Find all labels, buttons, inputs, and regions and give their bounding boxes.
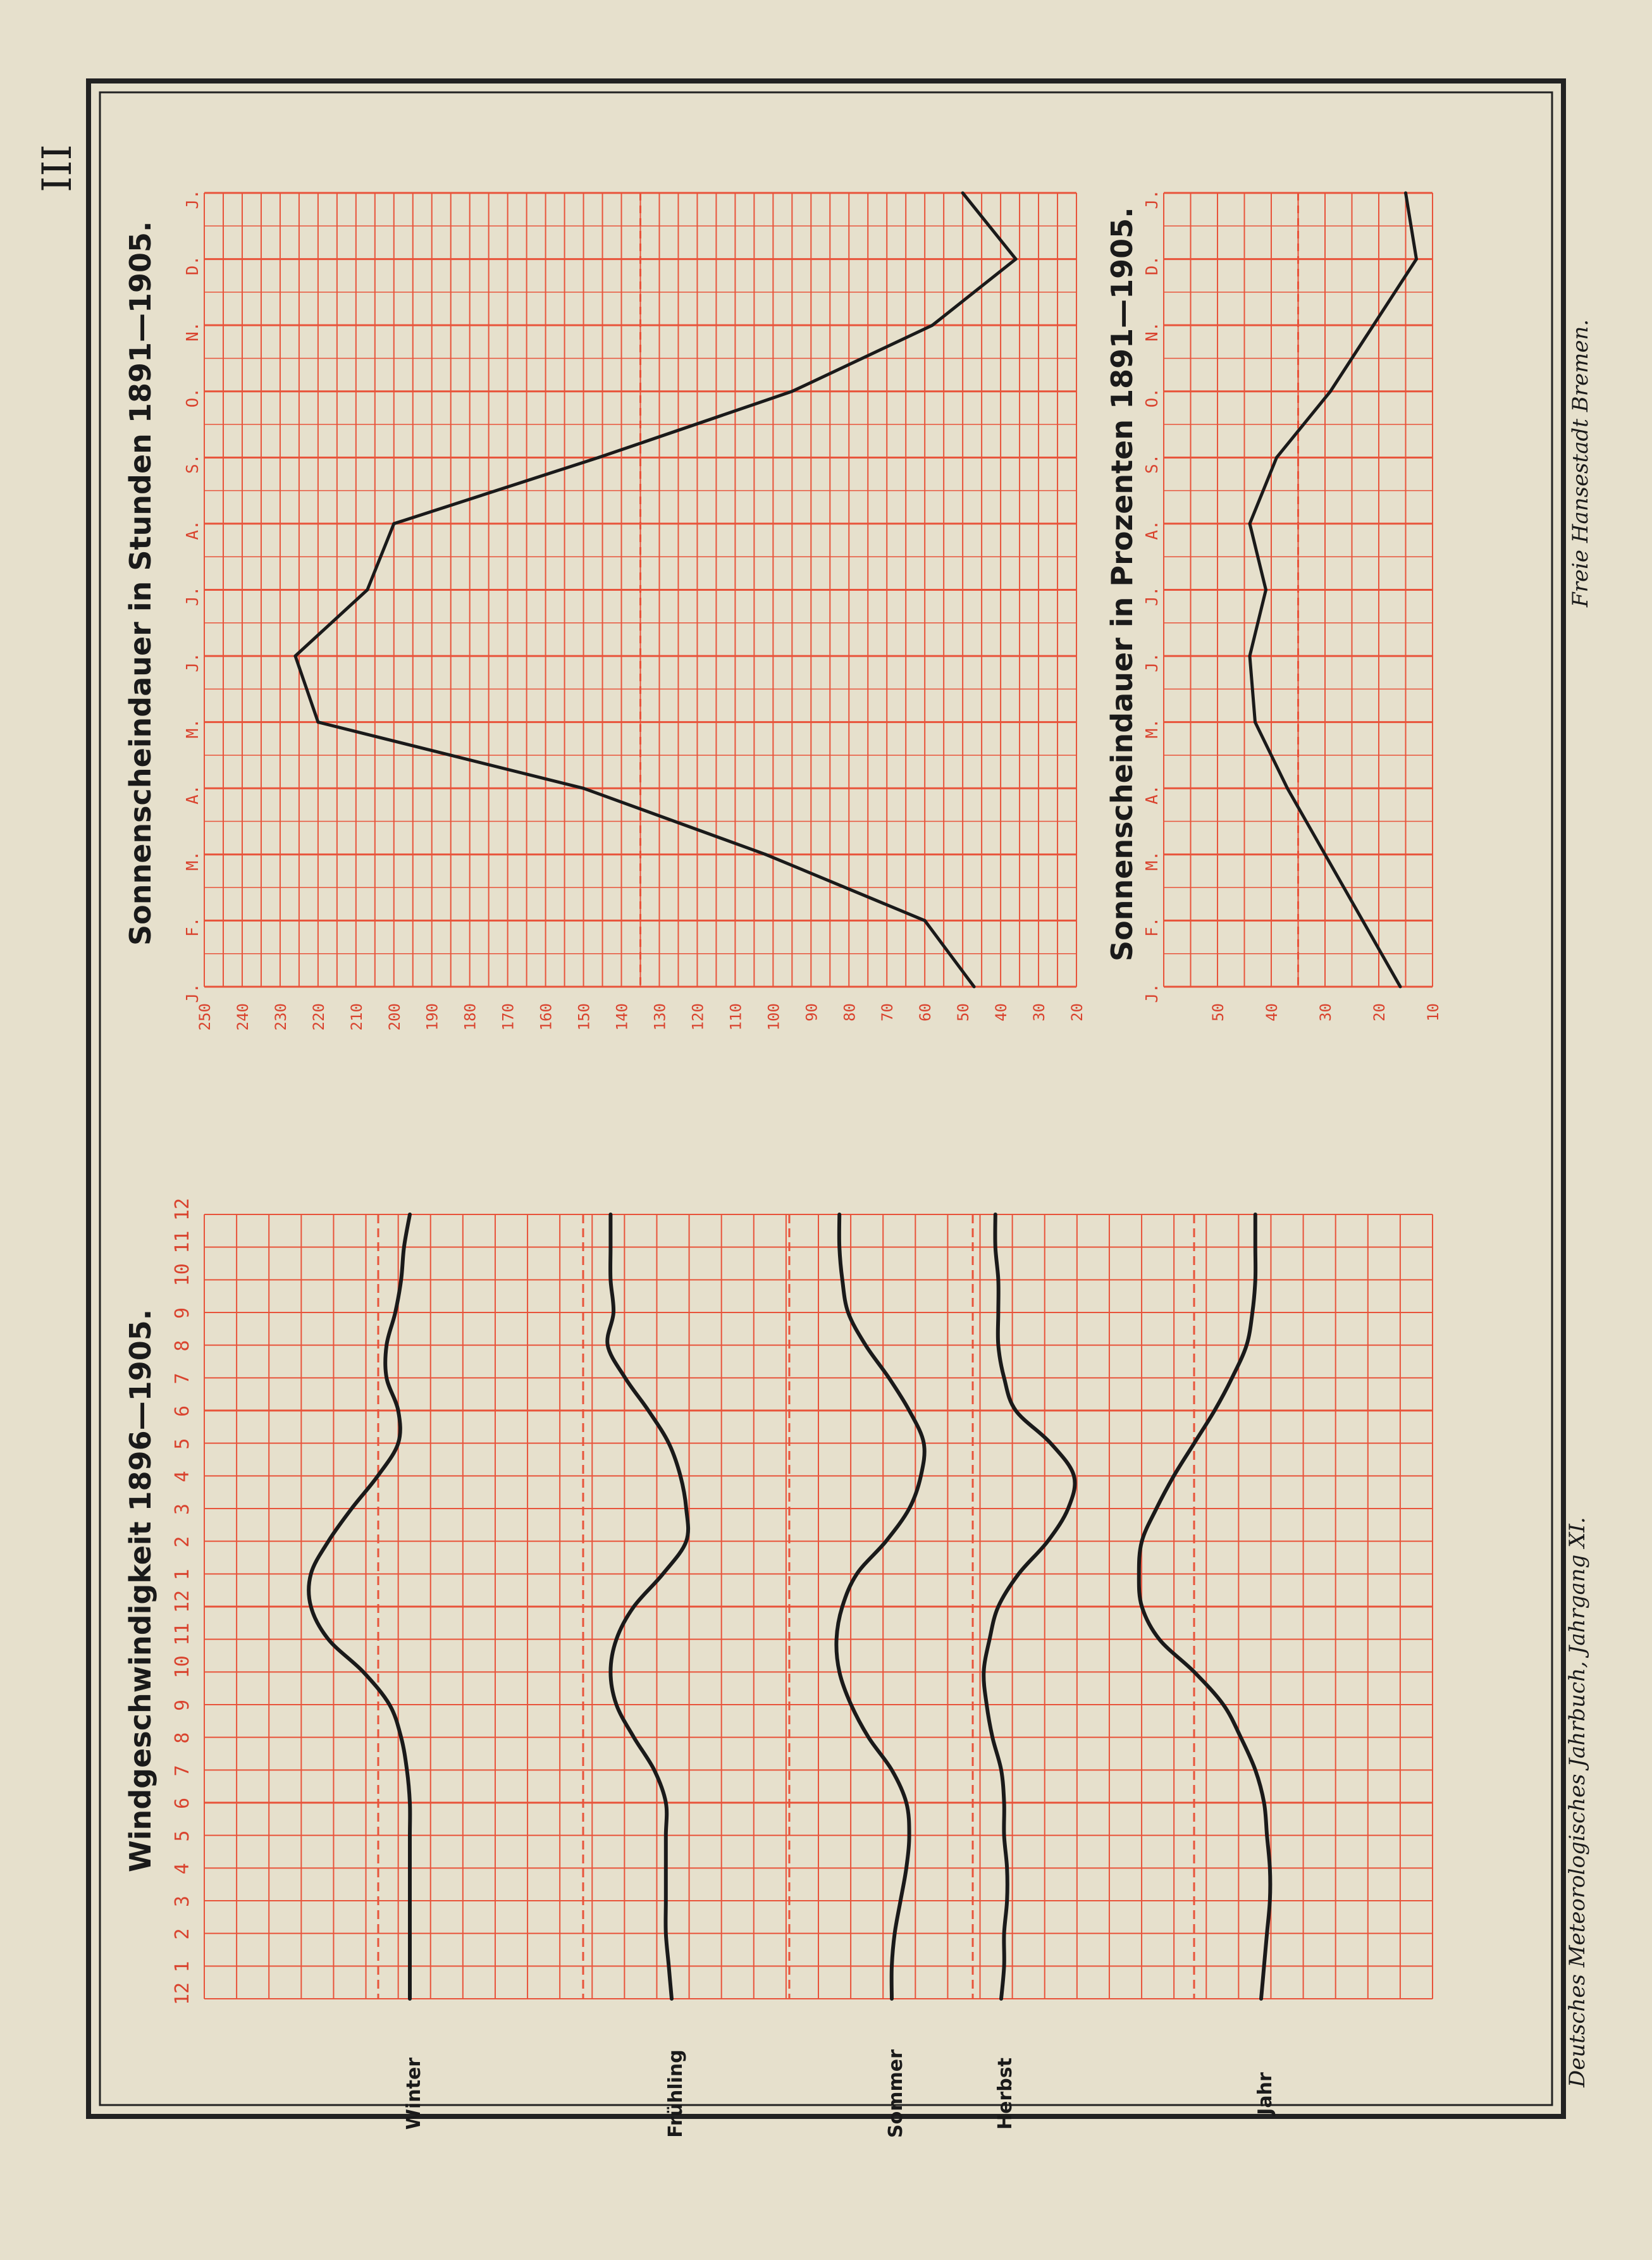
sunshine-percent-title: Sonnenscheindauer in Prozenten 1891—1905. <box>1105 207 1139 961</box>
percent-month-tick: J. <box>1143 586 1162 607</box>
wind-hour-tick: 11 <box>171 1622 194 1646</box>
hours-value-tick: 230 <box>271 1003 290 1031</box>
hours-value-tick: 150 <box>575 1003 593 1031</box>
hours-value-tick: 40 <box>992 1003 1011 1022</box>
hours-data-point <box>791 390 794 393</box>
percent-data-point <box>1275 456 1278 459</box>
wind-series-label: Winter <box>403 2057 425 2130</box>
hours-data-point <box>764 853 767 856</box>
hours-month-tick: A. <box>183 520 202 540</box>
wind-speed-chart <box>171 1198 1433 2138</box>
hours-month-tick: F. <box>183 917 202 937</box>
wind-hour-tick: 2 <box>171 1928 194 1940</box>
percent-data-point <box>1399 985 1402 989</box>
hours-value-tick: 190 <box>423 1003 441 1031</box>
hours-value-tick: 50 <box>954 1003 973 1022</box>
percent-month-tick: D. <box>1143 255 1162 276</box>
percent-value-tick: 30 <box>1317 1003 1335 1022</box>
wind-hour-tick: 5 <box>171 1830 194 1842</box>
wind-hour-tick: 11 <box>171 1230 194 1254</box>
percent-month-tick: S. <box>1143 454 1162 474</box>
percent-data-point <box>1248 522 1252 525</box>
hours-data-point <box>316 720 319 724</box>
percent-month-tick: M. <box>1143 851 1162 871</box>
percent-data-point <box>1264 588 1267 591</box>
wind-hour-tick: 4 <box>171 1471 194 1483</box>
percent-data-point <box>1404 192 1407 195</box>
hours-value-tick: 130 <box>651 1003 669 1031</box>
wind-series-label: Frühling <box>665 2049 687 2138</box>
percent-data-point <box>1329 390 1332 393</box>
hours-value-tick: 210 <box>347 1003 366 1031</box>
wind-chart-title: Windgeschwindigkeit 1896—1905. <box>123 1309 157 1872</box>
wind-hour-tick: 3 <box>171 1895 194 1907</box>
hours-value-tick: 180 <box>461 1003 479 1031</box>
wind-hour-tick: 1 <box>171 1961 194 1973</box>
wind-hour-tick: 12 <box>171 1982 194 2005</box>
percent-data-point <box>1248 655 1252 658</box>
percent-data-point <box>1361 919 1364 922</box>
hours-month-tick: J. <box>183 652 202 672</box>
wind-hour-tick: 6 <box>171 1797 194 1809</box>
hours-data-point <box>923 919 927 922</box>
hours-data-point <box>597 456 600 459</box>
percent-value-tick: 10 <box>1424 1003 1442 1022</box>
wind-hour-tick: 7 <box>171 1765 194 1777</box>
wind-hour-tick: 5 <box>171 1438 194 1450</box>
hours-value-tick: 220 <box>309 1003 328 1031</box>
percent-data-point <box>1415 257 1418 261</box>
hours-value-tick: 140 <box>613 1003 631 1031</box>
wind-hour-tick: 1 <box>171 1569 194 1581</box>
hours-month-tick: A. <box>183 784 202 805</box>
hours-value-tick: 240 <box>233 1003 252 1031</box>
wind-series-label: Sommer <box>885 2049 907 2138</box>
hours-data-point <box>293 655 297 658</box>
hours-value-tick: 160 <box>537 1003 555 1031</box>
hours-month-tick: S. <box>183 454 202 474</box>
hours-value-tick: 60 <box>916 1003 935 1022</box>
hours-value-tick: 110 <box>727 1003 745 1031</box>
percent-value-tick: 50 <box>1209 1003 1227 1022</box>
hours-month-tick: O. <box>183 388 202 408</box>
percent-data-point <box>1372 324 1375 327</box>
wind-hour-tick: 12 <box>171 1197 194 1221</box>
hours-value-tick: 70 <box>878 1003 897 1022</box>
hours-value-tick: 90 <box>803 1003 821 1022</box>
percent-data-point <box>1286 787 1289 790</box>
percent-data-point <box>1324 853 1327 856</box>
wind-hour-tick: 2 <box>171 1536 194 1548</box>
percent-month-tick: N. <box>1143 321 1162 342</box>
footer-publication: Deutsches Meteorologisches Jahrbuch, Jahrgang XI. <box>1565 1517 1590 2087</box>
percent-month-tick: M. <box>1143 719 1162 739</box>
hours-value-tick: 20 <box>1068 1003 1086 1022</box>
hours-value-tick: 200 <box>385 1003 404 1031</box>
wind-hour-tick: 6 <box>171 1405 194 1417</box>
footer-state: Freie Hansestadt Bremen. <box>1568 319 1593 607</box>
percent-data-point <box>1254 720 1257 724</box>
wind-hour-tick: 10 <box>171 1263 194 1287</box>
percent-month-tick: J. <box>1143 983 1162 1003</box>
wind-hour-tick: 12 <box>171 1590 194 1613</box>
percent-month-tick: F. <box>1143 917 1162 937</box>
hours-month-tick: N. <box>183 321 202 342</box>
percent-value-tick: 40 <box>1263 1003 1281 1022</box>
wind-hour-tick: 8 <box>171 1732 194 1744</box>
hours-value-tick: 250 <box>196 1003 214 1031</box>
outer-border <box>89 81 1563 2116</box>
hours-value-tick: 30 <box>1030 1003 1049 1022</box>
hours-data-point <box>392 522 395 525</box>
hours-month-tick: J. <box>183 189 202 209</box>
percent-month-tick: J. <box>1143 652 1162 672</box>
hours-value-tick: 80 <box>841 1003 859 1022</box>
hours-data-point <box>961 192 965 195</box>
hours-data-point <box>582 787 585 790</box>
hours-data-point <box>366 588 369 591</box>
hours-month-tick: J. <box>183 983 202 1003</box>
wind-hour-tick: 10 <box>171 1655 194 1679</box>
hours-month-tick: M. <box>183 851 202 871</box>
percent-month-tick: J. <box>1143 189 1162 209</box>
wind-hour-tick: 8 <box>171 1340 194 1352</box>
percent-month-tick: A. <box>1143 520 1162 540</box>
wind-hour-tick: 3 <box>171 1503 194 1515</box>
wind-hour-tick: 4 <box>171 1863 194 1875</box>
sunshine-percent-chart <box>1143 189 1442 1022</box>
hours-value-tick: 120 <box>689 1003 707 1031</box>
percent-month-tick: O. <box>1143 388 1162 408</box>
wind-series-label: Herbst <box>994 2058 1016 2130</box>
hours-data-point <box>973 985 976 989</box>
hours-data-point <box>1014 257 1018 261</box>
hours-month-tick: J. <box>183 586 202 607</box>
wind-hour-tick: 9 <box>171 1699 194 1711</box>
wind-series-label: Jahr <box>1254 2072 1276 2115</box>
wind-hour-tick: 7 <box>171 1373 194 1385</box>
hours-value-tick: 100 <box>765 1003 783 1031</box>
percent-value-tick: 20 <box>1371 1003 1388 1022</box>
wind-hour-tick: 9 <box>171 1307 194 1319</box>
sunshine-hours-title: Sonnenscheindauer in Stunden 1891—1905. <box>123 221 157 946</box>
hours-month-tick: D. <box>183 255 202 276</box>
plate-number: III <box>34 144 81 192</box>
sunshine-hours-chart <box>183 189 1086 1030</box>
percent-month-tick: A. <box>1143 784 1162 805</box>
hours-data-point <box>931 324 934 327</box>
hours-value-tick: 170 <box>499 1003 517 1031</box>
hours-month-tick: M. <box>183 719 202 739</box>
